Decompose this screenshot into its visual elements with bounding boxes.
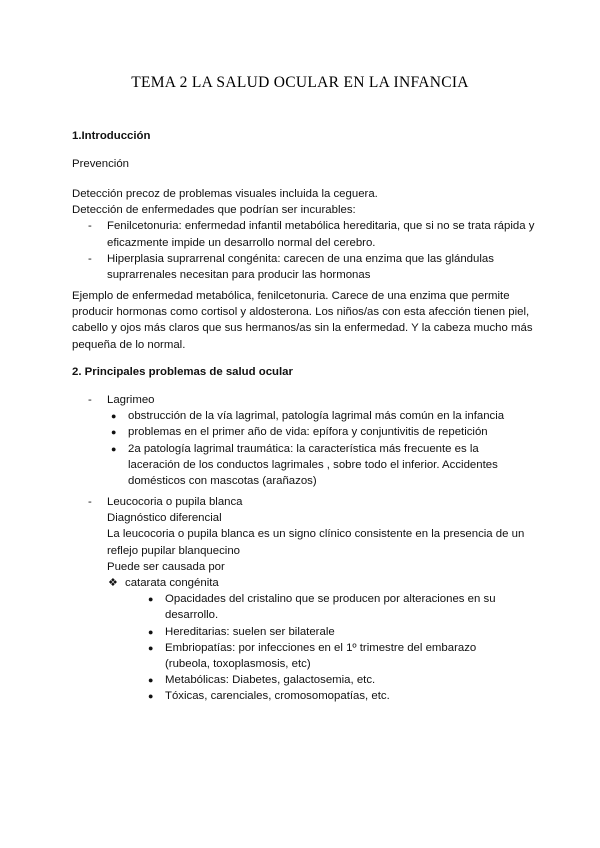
- section-1-heading: 1.Introducción: [72, 130, 151, 142]
- bullet-text: obstrucción de la vía lagrimal, patología lagrimal más común en la infancia: [128, 410, 505, 423]
- dash-bullet: -: [88, 252, 92, 265]
- dot-bullet: ●: [111, 411, 117, 422]
- bullet-text: domésticos con mascotas (arañazos): [128, 475, 317, 488]
- list-item: [72, 575, 552, 591]
- dot-bullet: ●: [148, 691, 154, 702]
- paragraph-line: cabello y ojos más claros que sus hermanos/as sin la enfermedad. Y la cabeza mucho más: [72, 322, 533, 335]
- bullet-text: Opacidades del cristalino que se producen por alteraciones en su: [165, 593, 496, 606]
- detection-block: [72, 186, 552, 283]
- leucocoria-label: Leucocoria o pupila blanca: [107, 496, 243, 508]
- dot-bullet: ●: [111, 427, 117, 438]
- bullet-text: (rubeola, toxoplasmosis, etc): [165, 658, 311, 671]
- list-item: [72, 408, 552, 424]
- item-text: Hiperplasia suprarrenal congénita: carecen de una enzima que las glándulas: [107, 252, 494, 265]
- lagrimeo-list: [72, 392, 552, 408]
- list-item: [109, 688, 552, 704]
- leucocoria-list: [72, 494, 552, 575]
- bullet-text: Embriopatías: por infecciones en el 1º trimestre del embarazo: [165, 641, 477, 654]
- dash-bullet: -: [88, 220, 92, 233]
- bullet-text: problemas en el primer año de vida: epífora y conjuntivitis de repetición: [128, 426, 488, 439]
- bullet-text: Tóxicas, carenciales, cromosomopatías, etc.: [165, 690, 390, 703]
- bullet-text: desarrollo.: [165, 609, 219, 622]
- list-item: [72, 218, 552, 250]
- bullet-text: Metabólicas: Diabetes, galactosemia, etc.: [165, 674, 376, 687]
- section-1: [72, 128, 542, 144]
- dot-bullet: ●: [148, 642, 154, 653]
- bullet-text: laceración de los conductos lagrimales , sobre todo el inferior. Accidentes: [128, 458, 498, 471]
- dot-bullet: ●: [148, 594, 154, 605]
- causes-list: [72, 575, 552, 591]
- list-item: [109, 591, 552, 623]
- lagrimeo-block: [72, 392, 552, 489]
- list-item: [72, 392, 552, 408]
- paragraph-line: pequeña de lo normal.: [72, 338, 186, 351]
- list-item: [109, 640, 552, 672]
- dash-bullet: -: [88, 394, 92, 406]
- dot-bullet: ●: [148, 626, 154, 637]
- list-item: [72, 424, 552, 440]
- item-text: suprarrenales necesitan para producir las hormonas: [107, 269, 371, 282]
- cause-text: catarata congénita: [125, 577, 219, 590]
- lagrimeo-bullets: [72, 408, 552, 489]
- lagrimeo-label: Lagrimeo: [107, 394, 155, 406]
- list-item: [72, 494, 552, 575]
- disease-list: [72, 218, 552, 283]
- item-text: Fenilcetonuria: enfermedad infantil metabólica hereditaria, que si no se trata rápida y: [107, 220, 535, 233]
- dot-bullet: ●: [111, 443, 117, 454]
- dash-bullet: -: [88, 496, 92, 508]
- diamond-bullet: ❖: [108, 577, 118, 590]
- detection-line-2: Detección de enfermedades que podrían ser incurables:: [72, 204, 356, 217]
- page-title: TEMA 2 LA SALUD OCULAR EN LA INFANCIA: [131, 74, 469, 91]
- paragraph-line: Ejemplo de enfermedad metabólica, fenilcetonuria. Carece de una enzima que permite: [72, 290, 510, 302]
- dot-bullet: ●: [148, 675, 154, 686]
- bullet-text: 2a patología lagrimal traumática: la característica más frecuente es la: [128, 442, 479, 455]
- item-text: eficazmente impide un desarrollo normal del cerebro.: [107, 236, 376, 249]
- leucocoria-desc: La leucocoria o pupila blanca es un signo clínico consistente en la presencia de un: [107, 528, 525, 541]
- section-2-heading: 2. Principales problemas de salud ocular: [72, 366, 293, 378]
- causes-label: Puede ser causada por: [107, 560, 225, 573]
- list-item: [72, 441, 552, 490]
- leucocoria-block: [72, 494, 552, 705]
- differential-diagnosis: Diagnóstico diferencial: [107, 512, 222, 525]
- prevention-subheading: Prevención: [72, 158, 129, 170]
- detection-line-1: Detección precoz de problemas visuales incluida la ceguera.: [72, 188, 378, 200]
- example-paragraph: [72, 288, 552, 353]
- list-item: [109, 672, 552, 688]
- section-2: [72, 364, 542, 380]
- list-item: [109, 624, 552, 640]
- leucocoria-desc: reflejo pupilar blanquecino: [107, 544, 240, 557]
- paragraph-line: producir hormonas como cortisol y aldosterona. Los niños/as con esta afección tienen piel,: [72, 306, 530, 319]
- bullet-text: Hereditarias: suelen ser bilaterale: [165, 625, 335, 638]
- list-item: [72, 251, 552, 283]
- prevention-subheading-block: [72, 156, 542, 172]
- cataract-bullets: [109, 591, 552, 704]
